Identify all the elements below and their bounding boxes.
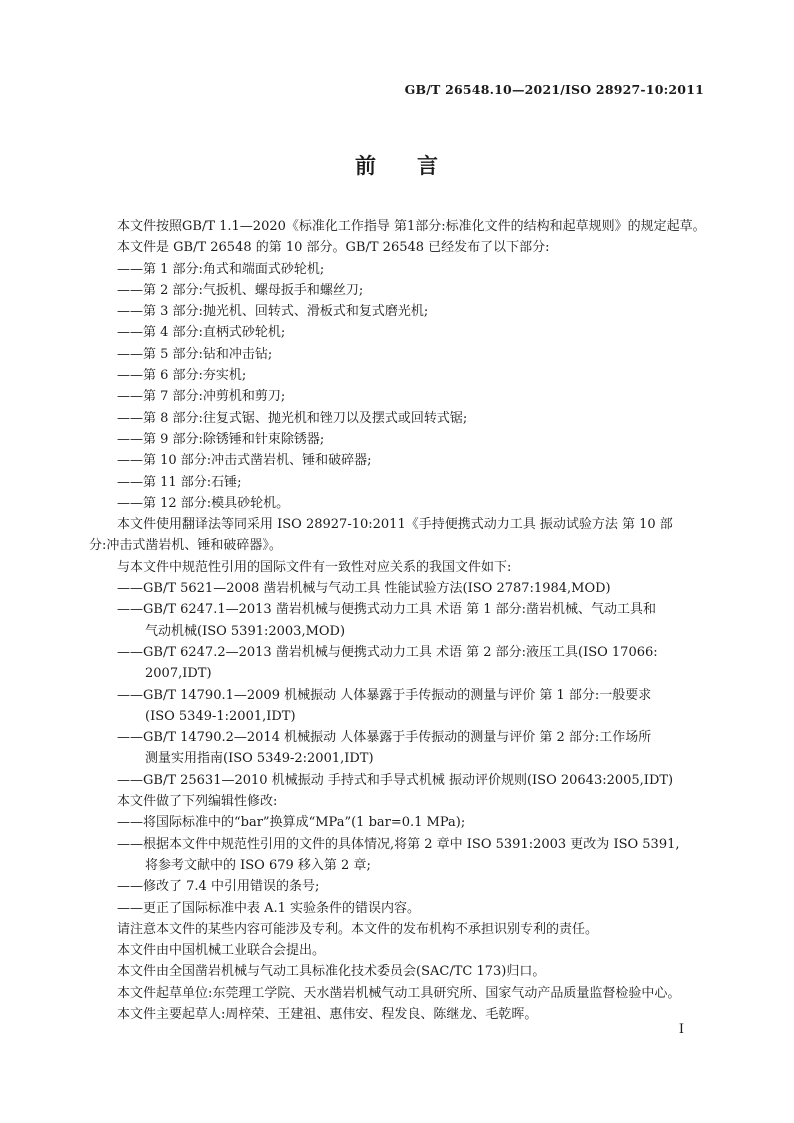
list-item-part-5: ——第 5 部分:钻和冲击钻;	[117, 346, 273, 362]
list-item-part-3: ——第 3 部分:抛光机、回转式、滑板式和复式磨光机;	[117, 304, 429, 320]
list-item-part-2: ——第 2 部分:气扳机、螺母扳手和螺丝刀;	[117, 282, 364, 298]
list-item-part-11: ——第 11 部分:石锤;	[117, 474, 242, 490]
paragraph-part-intro: 本文件是 GB/T 26548 的第 10 部分。GB/T 26548 已经发布了以下部分:	[117, 240, 550, 256]
reference-item: ——GB/T 6247.2—2013 凿岩机械与便携式动力工具 术语 第 2 部分:液压工具(ISO 17066:	[117, 644, 658, 660]
list-item-part-6: ——第 6 部分:夯实机;	[117, 368, 247, 384]
reference-item-continuation: 2007,IDT)	[145, 666, 212, 682]
editorial-change-item: ——将国际标准中的“bar”换算成“MPa”(1 bar=0.1 MPa);	[117, 815, 466, 831]
paragraph-administered-by: 本文件由全国凿岩机械与气动工具标准化技术委员会(SAC/TC 173)归口。	[117, 964, 546, 980]
paragraph-translation-line-2: 分:冲击式凿岩机、锤和破碎器》。	[89, 538, 282, 554]
paragraph-patent-notice: 请注意本文件的某些内容可能涉及专利。本文件的发布机构不承担识别专利的责任。	[117, 921, 599, 937]
list-item-part-1: ——第 1 部分:角式和端面式砂轮机;	[117, 261, 325, 277]
page-title	[0, 150, 794, 180]
paragraph-drafters: 本文件主要起草人:周梓荣、王建祖、惠伟安、程发良、陈继龙、毛乾晖。	[117, 1006, 538, 1022]
reference-item-continuation: 测量实用指南(ISO 5349-2:2001,IDT)	[145, 751, 374, 767]
reference-item: ——GB/T 14790.1—2009 机械振动 人体暴露于手传振动的测量与评价 第 1 部分:一般要求	[117, 687, 652, 703]
list-item-part-12: ——第 12 部分:模具砂轮机。	[117, 495, 290, 511]
title-char-1: 前	[355, 154, 377, 178]
editorial-change-continuation: 将参考文献中的 ISO 679 移入第 2 章;	[145, 857, 371, 873]
page-number: I	[678, 1022, 684, 1037]
list-item-part-10: ——第 10 部分:冲击式凿岩机、锤和破碎器;	[117, 453, 372, 469]
editorial-change-item: ——修改了 7.4 中引用错误的条号;	[117, 879, 320, 895]
list-item-part-7: ——第 7 部分:冲剪机和剪刀;	[117, 389, 286, 405]
reference-item-continuation: 气动机械(ISO 5391:2003,MOD)	[145, 623, 346, 639]
standard-code-header: GB/T 26548.10—2021/ISO 28927-10:2011	[404, 82, 704, 97]
editorial-change-item: ——根据本文件中规范性引用的文件的具体情况,将第 2 章中 ISO 5391:2003 更改为 ISO 5391,	[117, 836, 680, 852]
reference-item: ——GB/T 14790.2—2014 机械振动 人体暴露于手传振动的测量与评价 第 2 部分:工作场所	[117, 730, 652, 746]
paragraph-correspondence-intro: 与本文件中规范性引用的国际文件有一致性对应关系的我国文件如下:	[117, 559, 512, 575]
reference-item: ——GB/T 5621—2008 凿岩机械与气动工具 性能试验方法(ISO 2787:1984,MOD)	[117, 581, 611, 597]
list-item-part-8: ——第 8 部分:往复式锯、抛光机和锉刀以及摆式或回转式锯;	[117, 410, 468, 426]
title-char-2: 言	[417, 154, 439, 178]
paragraph-drafting-rules: 本文件按照GB/T 1.1—2020《标准化工作指导 第1部分:标准化文件的结构和起草规则》的规定起草。	[117, 219, 706, 234]
foreword-body	[89, 216, 707, 1025]
reference-item-continuation: (ISO 5349-1:2001,IDT)	[145, 708, 296, 724]
editorial-change-item: ——更正了国际标准中表 A.1 实验条件的错误内容。	[117, 900, 421, 916]
list-item-part-4: ——第 4 部分:直柄式砂轮机;	[117, 325, 286, 341]
paragraph-proposed-by: 本文件由中国机械工业联合会提出。	[117, 943, 326, 959]
list-item-part-9: ——第 9 部分:除锈锤和针束除锈器;	[117, 431, 325, 447]
paragraph-translation-line-1: 本文件使用翻译法等同采用 ISO 28927-10:2011《手持便携式动力工具 振动试验方法 第 10 部	[117, 517, 673, 533]
reference-item: ——GB/T 25631—2010 机械振动 手持式和手导式机械 振动评价规则(ISO 20643:2005,IDT)	[117, 772, 674, 788]
reference-item: ——GB/T 6247.1—2013 凿岩机械与便携式动力工具 术语 第 1 部分:凿岩机械、气动工具和	[117, 602, 657, 618]
paragraph-drafting-units: 本文件起草单位:东莞理工学院、天水凿岩机械气动工具研究所、国家气动产品质量监督检验中心。	[117, 985, 681, 1001]
paragraph-editorial-intro: 本文件做了下列编辑性修改:	[117, 794, 278, 810]
